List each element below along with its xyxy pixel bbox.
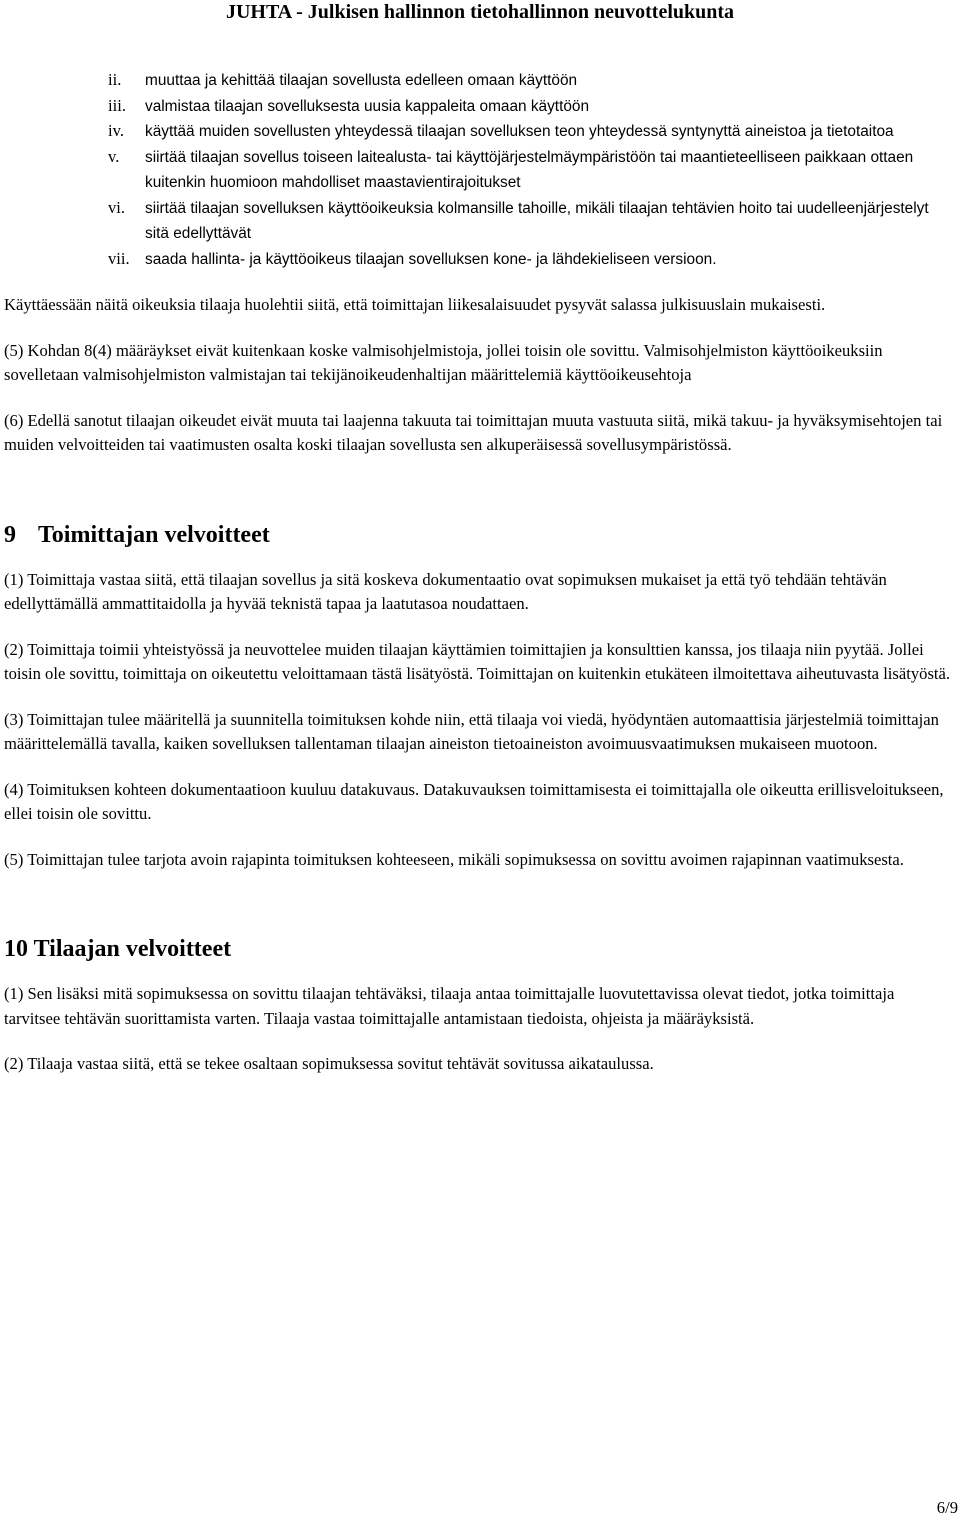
list-item-text: muuttaa ja kehittää tilaajan sovellusta edelleen omaan käyttöön xyxy=(145,72,578,89)
list-item-text: saada hallinta- ja käyttöoikeus tilaajan sovelluksen kone- ja lähdekieliseen versioon. xyxy=(145,250,717,268)
rights-list xyxy=(4,68,952,272)
spacer xyxy=(4,757,952,778)
section-heading-9 xyxy=(4,520,952,550)
list-item xyxy=(4,196,952,247)
spacer xyxy=(4,964,952,982)
list-marker: vii. xyxy=(108,248,130,268)
list-marker: ii. xyxy=(108,70,122,89)
list-item xyxy=(4,94,952,120)
list-item-text: käyttää muiden sovellusten yhteydessä tilaajan sovelluksen teon yhteydessä syntynyttä aineistoa ja tietotaitoa xyxy=(145,123,894,140)
paragraph: Käyttäessään näitä oikeuksia tilaaja huolehtii siitä, että toimittajan liikesalaisuudet pysyvät salassa julkisuuslain mukaisesti. xyxy=(4,295,826,314)
paragraph: (6) Edellä sanotut tilaajan oikeudet eivät muuta tai laajenna takuuta tai toimittajan muuta vastuuta siitä, mikä takuu- ja hyväksymisehtojen tai muiden velvoitteiden tai vaatimusten osalta koski tilaajan sovellusta sen alkuperäisessä sovellusympäristössä. xyxy=(4,410,943,454)
list-marker: v. xyxy=(108,146,120,166)
spacer xyxy=(4,617,952,638)
page-number: 6/9 xyxy=(936,1498,958,1517)
paragraph: (1) Toimittaja vastaa siitä, että tilaajan sovellus ja sitä koskeva dokumentaatio ovat sopimuksen mukaiset ja että työ tehdään tehtävän edellyttämällä ammattitaidolla ja hyvää teknistä tapaa ja laatutasoa noudattaen. xyxy=(4,569,887,613)
spacer xyxy=(4,550,952,568)
list-item xyxy=(4,247,952,273)
spacer xyxy=(4,318,952,339)
spacer xyxy=(4,827,952,848)
paragraph: (1) Sen lisäksi mitä sopimuksessa on sovittu tilaajan tehtäväksi, tilaaja antaa toimittajalle luovutettavissa olevat tiedot, jotka toimittaja tarvitsee tehtävän suorittamista varten. Tilaaja vastaa toimittajalle antamistaan tiedoista, ohjeista ja määräyksistä. xyxy=(4,984,895,1028)
spacer xyxy=(4,1031,952,1052)
paragraph: (3) Toimittajan tulee määritellä ja suunnitella toimituksen kohde niin, että tilaaja voi viedä, hyödyntäen automaattisia järjestelmiä toimittajan määrittelemällä tavalla, kaiken sovelluksen tallentaman tilaajan aineiston tietoaineiston avoimuusvaatimuksen mukaiseen muotoon. xyxy=(4,709,939,753)
list-marker: vi. xyxy=(108,197,126,217)
spacer xyxy=(4,458,952,520)
list-marker: iii. xyxy=(108,95,126,115)
paragraph: (4) Toimituksen kohteen dokumentaatioon kuuluu datakuvaus. Datakuvauksen toimittamisesta ei toimittajalla ole oikeutta erillisveloitukseen, ellei toisin ole sovittu. xyxy=(4,779,944,823)
spacer xyxy=(4,872,952,934)
spacer xyxy=(4,687,952,708)
list-item-text: siirtää tilaajan sovellus toiseen laitealusta- tai käyttöjärjestelmäympäristöön tai maantieteelliseen paikkaan ottaen kuitenkin huomioon mahdolliset maastavientirajoitukset xyxy=(145,148,914,191)
list-marker: iv. xyxy=(108,121,124,140)
page-header-title: JUHTA - Julkisen hallinnon tietohallinnon neuvottelukunta xyxy=(225,1,735,23)
paragraph: (5) Kohdan 8(4) määräykset eivät kuitenkaan koske valmisohjelmistoja, jollei toisin ole sovittu. Valmisohjelmiston käyttöoikeuksiin sovelletaan valmisohjelmiston valmistajan tai tekijänoikeudenhaltijan määrittelemiä käyttöoikeusehtoja xyxy=(4,340,883,384)
list-item xyxy=(4,145,952,196)
paragraph: (2) Toimittaja toimii yhteistyössä ja neuvottelee muiden tilaajan käyttämien toimittajien ja konsulttien kanssa, jos tilaaja niin pyytää. Jollei toisin ole sovittu, toimittaja on oikeutettu veloittamaan tästä lisätyöstä. Toimittajan on kuitenkin etukäteen ilmoitettava aiheutuvasta lisätyöstä. xyxy=(4,639,951,683)
section-title: Toimittajan velvoitteet xyxy=(38,521,270,548)
list-item-text: siirtää tilaajan sovelluksen käyttöoikeuksia kolmansille tahoille, mikäli tilaajan tehtävien hoito tai uudelleenjärjestelyt sitä edellyttävät xyxy=(145,199,929,242)
section-title: Tilaajan velvoitteet xyxy=(33,936,232,962)
paragraph: (2) Tilaaja vastaa siitä, että se tekee osaltaan sopimuksessa sovitut tehtävät sovitussa aikataulussa. xyxy=(4,1054,654,1073)
list-item xyxy=(4,68,952,94)
list-item xyxy=(4,119,952,145)
spacer xyxy=(4,272,952,293)
list-item-text: valmistaa tilaajan sovelluksesta uusia kappaleita omaan käyttöön xyxy=(145,97,590,115)
section-number: 10 xyxy=(4,936,28,962)
spacer xyxy=(4,388,952,409)
document-body xyxy=(4,68,952,1077)
paragraph: (5) Toimittajan tulee tarjota avoin rajapinta toimituksen kohteeseen, mikäli sopimuksessa on sovittu avoimen rajapinnan vaatimuksesta. xyxy=(4,849,904,869)
section-number: 9 xyxy=(4,521,16,548)
section-heading-10 xyxy=(4,934,952,964)
